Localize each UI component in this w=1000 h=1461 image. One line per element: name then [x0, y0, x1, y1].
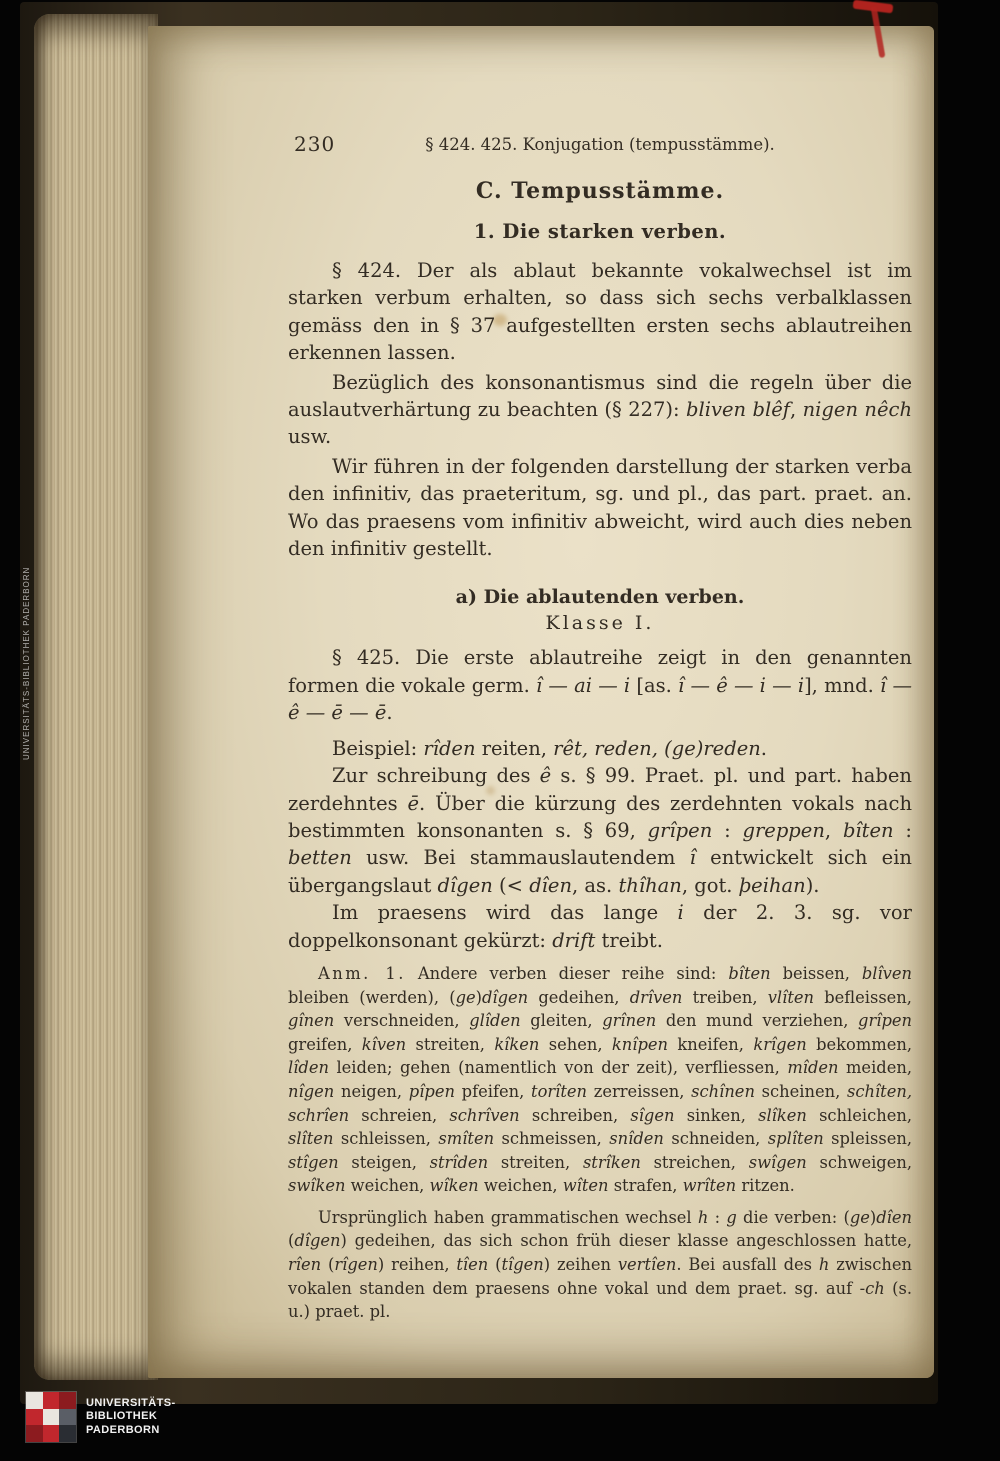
paragraph-schreibung: Zur schreibung des ê s. § 99. Praet. pl. und part. haben zerdehntes ē. Über die kürzung des zerdehnten vokals nach bestimmten konsonanten s. § 69, grîpen : greppen, bîten : betten usw. Bei stammauslautendem î entwickelt sich ein übergangslaut dîgen (< dîen, as. thîhan, got. þeihan).	[288, 764, 913, 897]
chapter-heading: C. Tempusstämme.	[475, 178, 725, 204]
page-text-block	[288, 130, 912, 1324]
klasse-heading: Klasse I.	[545, 612, 655, 635]
paragraph-praesens: Im praesens wird das lange i der 2. 3. sg. vor doppelkonsonant gekürzt: drift treibt.	[288, 901, 912, 952]
page-header	[288, 130, 912, 162]
library-watermark	[26, 1392, 176, 1442]
library-name-line3: PADERBORN	[86, 1423, 160, 1436]
anmerkung-1: Anm. 1. Andere verben dieser reihe sind: bîten beissen, blîven bleiben (werden), (ge)dîgen gedeihen, drîven treiben, vlîten befleissen, gînen verschneiden, glîden gleiten, grînen den mund verziehen, grîpen greifen, kîven streiten, kîken sehen, knîpen kneifen, krîgen bekommen, lîden leiden; gehen (namentlich von der zeit), verfliessen, mîden meiden, nîgen neigen, pîpen pfeifen, torîten zerreissen, schînen scheinen, schîten, schrîen schreien, schrîven schreiben, sîgen sinken, slîken schleichen, slîten schleissen, smîten schmeissen, snîden schneiden, splîten spleissen, stîgen steigen, strîden streiten, strîken streichen, swîgen schweigen, swîken weichen, wîken weichen, wîten strafen, wrîten ritzen.	[288, 963, 913, 1196]
section-heading: 1. Die starken verben.	[473, 220, 727, 243]
anmerkung-1-continued: Ursprünglich haben grammatischen wechsel h : g die verben: (ge)dîen (dîgen) gedeihen, das sich schon früh dieser klasse angeschlossen hatte, rîen (rîgen) reihen, tîen (tîgen) zeihen vertîen. Bei ausfall des h zwischen vokalen standen dem praesens ohne vokal und dem praet. sg. auf -ch (s. u.) praet. pl.	[288, 1207, 913, 1322]
paragraph-konsonantismus: Bezüglich des konsonantismus sind die regeln über die auslautverhärtung zu beachten (§ 227): bliven blêf, nigen nêch usw.	[288, 370, 912, 449]
page-edge-stack	[34, 14, 158, 1380]
paragraph-425: § 425. Die erste ablautreihe zeigt in den genannten formen die vokale germ. î — ai — i [as. î — ê — i — i], mnd. î — ê — ē — ē.	[288, 646, 912, 725]
book-page	[148, 26, 934, 1378]
vertical-library-label: UNIVERSITÄTS-BIBLIOTHEK PADERBORN	[22, 566, 31, 760]
paragraph-wir-fuehren: Wir führen in der folgenden darstellung der starken verba den infinitiv, das praeteritum, sg. und pl., das part. praet. an. Wo das praesens vom infinitiv abweicht, wird auch dies neben den infinitiv gestellt.	[288, 454, 912, 561]
library-name-line1: UNIVERSITÄTS-	[86, 1396, 176, 1409]
library-name	[86, 1397, 176, 1438]
paragraph-424: § 424. Der als ablaut bekannte vokalwechsel ist im starken verbum erhalten, so dass sich sechs verbalklassen gemäss den in § 37 aufgestellten ersten sechs ablautreihen erkennen lassen.	[288, 259, 912, 365]
library-logo-icon	[26, 1392, 76, 1442]
subsection-heading: a) Die ablautenden verben.	[455, 586, 745, 609]
paragraph-beispiel: Beispiel: rîden reiten, rêt, reden, (ge)reden.	[332, 736, 767, 760]
running-header: § 424. 425. Konjugation (tempusstämme).	[425, 135, 775, 154]
library-name-line2: BIBLIOTHEK	[86, 1410, 158, 1423]
page-number: 230	[294, 132, 336, 156]
